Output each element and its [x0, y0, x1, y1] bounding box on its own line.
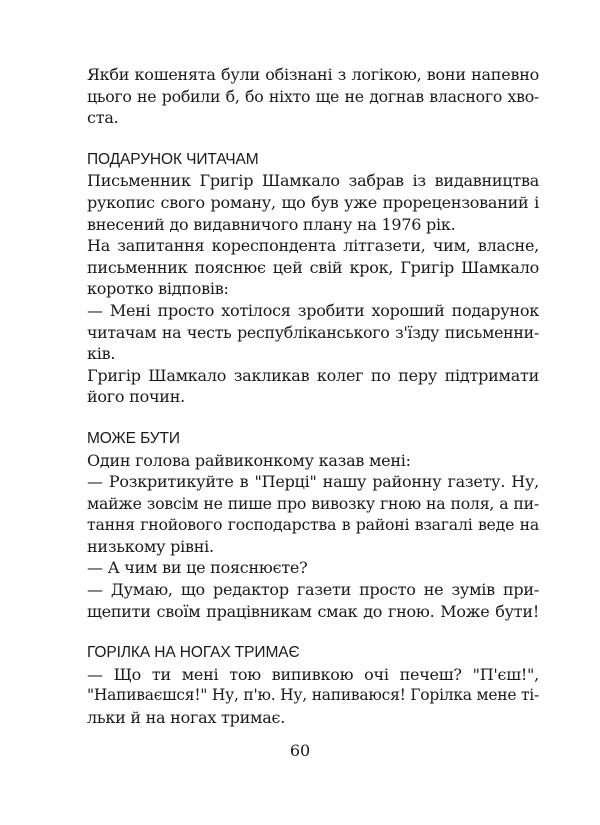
- text-line: його почин.: [87, 387, 185, 407]
- section-mozhe-buty: [87, 428, 539, 622]
- text-line: коротко відповів:: [87, 279, 229, 299]
- section-title: ГОРІЛКА НА НОГАХ ТРИМАЄ: [87, 644, 300, 662]
- page-number: 60: [289, 741, 311, 760]
- text-line: майже зовсім не пише про вивозку гною на поля, а пи-: [87, 493, 539, 513]
- text-line: цього не робили б, бо ніхто ще не догнав власного хво-: [87, 86, 539, 106]
- text-line: — Що ти мені тою випивкою очі печеш? "П'єш!",: [87, 664, 539, 684]
- text-line: Григір Шамкало закликав колег по перу підтримати: [87, 365, 539, 385]
- text-line: ста.: [87, 108, 119, 128]
- intro-paragraph: [87, 64, 539, 129]
- text-line: — Розкритикуйте в "Перці" нашу районну газету. Ну,: [87, 472, 539, 492]
- text-line: Письменник Григір Шамкало забрав із видавництва: [87, 171, 539, 191]
- section-title: МОЖЕ БУТИ: [87, 429, 180, 447]
- text-line: — Думаю, що редактор газети просто не зумів при-: [87, 580, 539, 600]
- page-body: [87, 64, 539, 729]
- text-line: На запитання кореспондента літгазети, чим, власне,: [87, 236, 539, 256]
- text-line: — А чим ви це пояснюєте?: [87, 558, 308, 578]
- text-line: щепити своїм працівникам смак до гною. Може бути!: [87, 601, 539, 621]
- section-title: ПОДАРУНОК ЧИТАЧАМ: [87, 150, 259, 168]
- text-line: низькому рівні.: [87, 536, 214, 556]
- text-line: — Мені просто хотілося зробити хороший подарунок: [87, 300, 539, 320]
- text-line: ків.: [87, 344, 116, 364]
- text-line: льки й на ногах тримає.: [87, 708, 286, 728]
- section-horilka: [87, 642, 539, 728]
- text-line: внесений до видавничого плану на 1976 рік.: [87, 214, 456, 234]
- text-line: читачам на честь республіканського з'їзду письменни-: [87, 322, 539, 342]
- text-line: Якби кошенята були обізнані з логікою, вони напевно: [87, 65, 539, 84]
- text-line: рукопис свого роману, що був уже прорецензований і: [87, 192, 539, 212]
- text-line: Один голова райвиконкому казав мені:: [87, 450, 411, 470]
- section-podarunok: [87, 149, 539, 408]
- text-line: письменник пояснює цей свій крок, Григір Шамкало: [87, 257, 539, 277]
- text-line: тання гнойового господарства в районі взагалі веде на: [87, 515, 539, 535]
- text-line: "Напиваєшся!" Ну, п'ю. Ну, напиваюся! Горілка мене ті-: [87, 686, 539, 705]
